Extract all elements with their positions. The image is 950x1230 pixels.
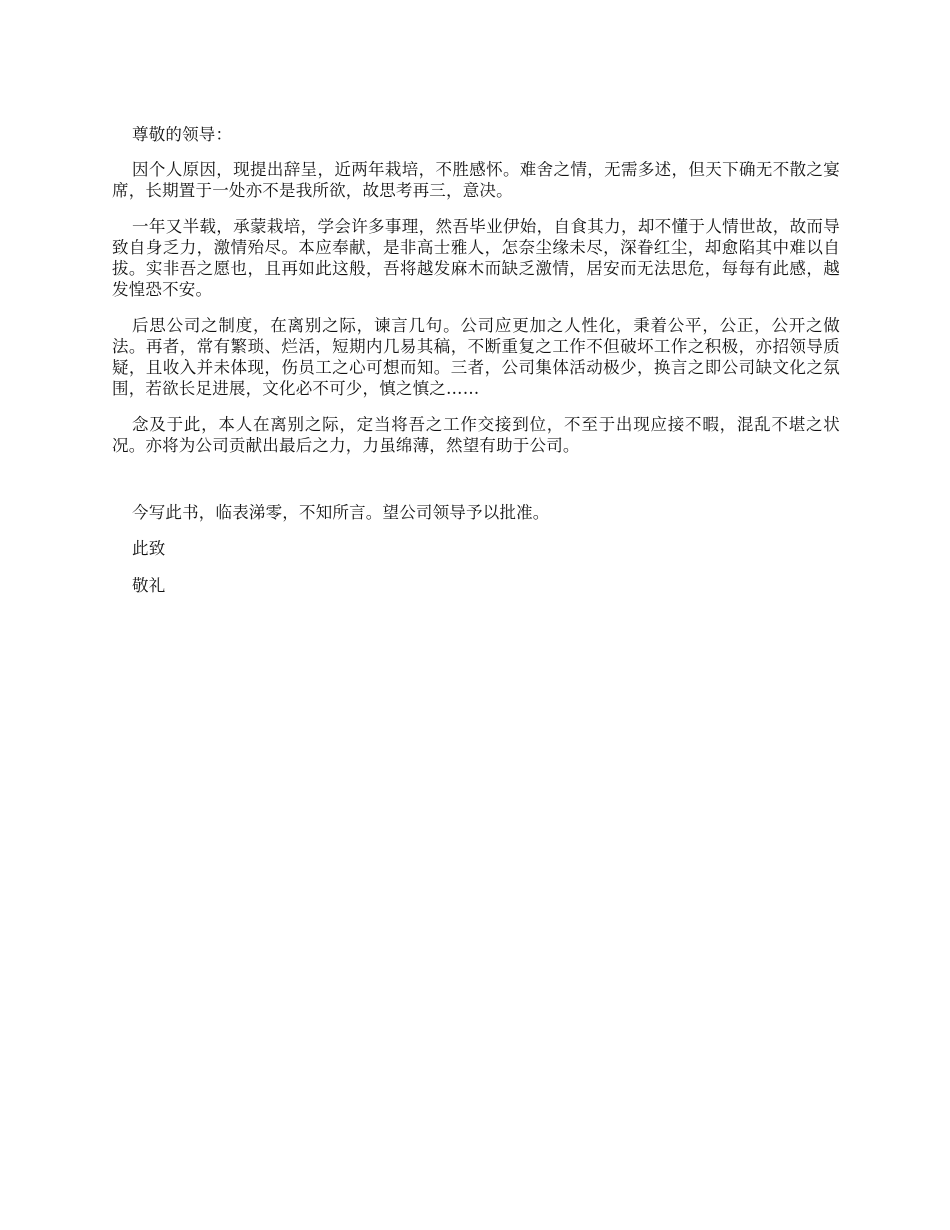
letter-sign-off-2: 敬礼 — [132, 576, 166, 595]
letter-paragraph-2: 一年又半载，承蒙栽培，学会许多事理，然吾毕业伊始，自食其力，却不懂于人情世故，故而导致自身乏力，激情殆尽。本应奉献，是非高士雅人，怎奈尘缘未尽，深眷红尘，却愈陷其中难以自拔。实非吾之愿也，且再如此这般，吾将越发麻木而缺乏激情，居安而无法思危，每每有此感，越发惶恐不安。 — [112, 217, 840, 299]
letter-closing: 今写此书，临表涕零，不知所言。望公司领导予以批准。 — [132, 503, 550, 522]
letter-paragraph-1: 因个人原因，现提出辞呈，近两年栽培，不胜感怀。难舍之情，无需多述，但天下确无不散之宴席，长期置于一处亦不是我所欲，故思考再三，意决。 — [112, 160, 840, 200]
resignation-letter — [112, 124, 840, 612]
letter-salutation: 尊敬的领导： — [132, 125, 233, 144]
letter-sign-off-1: 此致 — [132, 539, 166, 558]
letter-paragraph-4: 念及于此，本人在离别之际，定当将吾之工作交接到位，不至于出现应接不暇，混乱不堪之状况。亦将为公司贡献出最后之力，力虽绵薄，然望有助于公司。 — [112, 415, 840, 455]
letter-paragraph-3: 后思公司之制度，在离别之际，谏言几句。公司应更加之人性化，秉着公平，公正，公开之做法。再者，常有繁琐、烂活，短期内几易其稿，不断重复之工作不但破坏工作之积极，亦招领导质疑，且收入并未体现，伤员工之心可想而知。三者，公司集体活动极少，换言之即公司缺文化之氛围，若欲长足进展，文化必不可少，慎之慎之…… — [112, 316, 840, 398]
